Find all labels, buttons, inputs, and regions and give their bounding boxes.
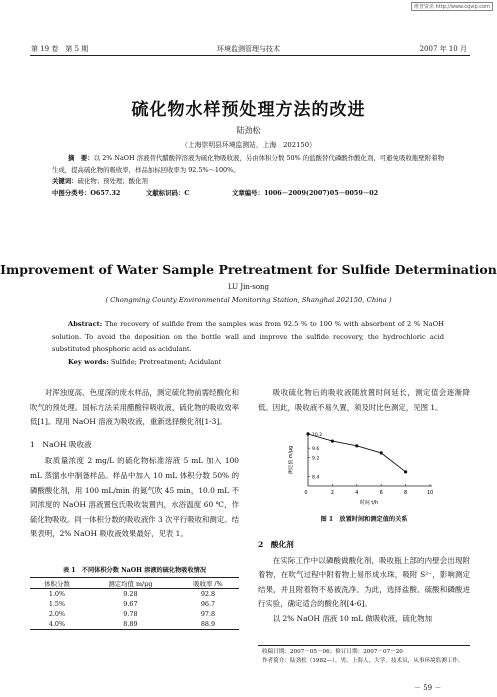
x-tick-label: 4	[355, 490, 359, 496]
table-cell: 9.28	[123, 590, 138, 598]
header-rule	[30, 55, 470, 56]
footnote	[262, 648, 468, 666]
footnote-bio: 作者简介：陆劲松（1982—），男，上海人，大学，技术员，从事环境监测工作。	[262, 658, 464, 664]
section-1-heading: 1 NaOH 吸收液	[30, 439, 92, 449]
header-journal: 环境监测管理与技术	[217, 45, 280, 53]
table-cell: 8.89	[123, 620, 138, 628]
data-point	[331, 439, 334, 442]
article-number: 文章编号：1006－2009(2007)05－0059－02	[232, 189, 379, 197]
section-1-text: 取质量浓度 2 mg/L 的硫化物标准溶液 5 mL 加入 100 mL 蒸馏水中制备样品。样品中加入 10 mL 体积分数 50% 的磷酸酸化剂，用 100 mL/min 的氮气吹 45 min，10.0 mL 不同浓度的 NaOH 溶液置包氏吸收装置内，水浴温度 60 ℃，作硫化物吸收。同一体积分数的吸收液作 3 次平行吸收和测定。结果表明，2% NaOH 吸收液效果最好，见表 1。	[30, 456, 239, 539]
keywords-en	[52, 357, 444, 369]
section-2-text: 在实际工作中以磷酸做酸化剂，吸收瓶上部的内壁会出现附着物，在吹气过程中附着物上易形成水珠，吸附 S²⁻，影响测定结果，并且附着物不易被洗净。为此，选择盐酸、硫酸和磷酸进行实验，确定适合的酸化剂[4-6]。	[258, 555, 470, 609]
right-column-section-2	[258, 538, 470, 627]
x-origin-label: 0	[304, 490, 308, 496]
figure-1-chart	[280, 428, 470, 508]
table-header-cell: 吸收率 /%	[193, 579, 223, 588]
classification-line	[52, 188, 444, 200]
footnote-rule	[258, 645, 470, 646]
article-title: 硫化物水样预处理方法的改进	[131, 100, 366, 120]
table-cell: 88.9	[200, 620, 216, 628]
table-1	[30, 577, 239, 630]
header-date: 2007 年 10 月	[419, 45, 467, 53]
y-axis-label: 测定值 m/μg	[289, 445, 294, 475]
x-tick-label: 6	[379, 490, 383, 496]
table-cell: 1.0%	[48, 590, 66, 598]
intro-paragraph: 对浑浊度高、色度深的废水样品，测定硫化物前需经酸化和吹气的预处理。国标方法采用醋酸锌吸收液，硫化物的吸收效率低[1]。现用 NaOH 溶液为吸收液，重新选择酸化剂[1-3]。	[30, 388, 239, 427]
author-en: LU Jin-song	[227, 283, 270, 291]
abstract-en-label: Abstract:	[68, 320, 103, 328]
table-cell: 4.0%	[48, 620, 66, 628]
footnote-received: 收稿日期：2007－05－06；修订日期：2007－07－20	[262, 649, 403, 655]
table-cell: 2.0%	[48, 610, 66, 618]
abstract-cn-text: 以 2% NaOH 溶液替代醋酸锌溶液为硫化物吸收液，另由体积分数 50% 的盐酸替代磷酸作酸化剂，可避免吸收瓶壁附着物生成，提高硫化物的吸收率，样品加标回收率为 92.5%～100%。	[52, 154, 445, 174]
y-tick-label: 10.2	[312, 433, 323, 438]
keywords-en-label: Key words:	[68, 358, 109, 366]
page-number: － 59 －	[414, 684, 442, 692]
table-row	[30, 619, 239, 630]
clc-code: 中图分类号：O657.32	[52, 189, 121, 197]
article-title-en: Improvement of Water Sample Pretreatment for Sulfide Determination	[0, 262, 497, 277]
x-axis-label: 时间 t/h	[359, 500, 379, 506]
data-point	[306, 432, 309, 435]
section-2-heading: 2 酸化剂	[258, 540, 294, 549]
table-1-caption: 表 1 不同体积分数 NaOH 溶液的硫化物吸收情况	[62, 567, 207, 574]
keywords-cn-label: 关键词：	[52, 177, 78, 185]
data-point	[404, 470, 407, 473]
author: 陆劲松	[236, 126, 261, 135]
y-tick-label: 8.4	[312, 475, 320, 481]
y-tick-label: 9.2	[312, 456, 320, 462]
affiliation: （上海崇明县环境监测站，上海 202150）	[181, 141, 316, 149]
table-row	[30, 609, 239, 619]
storage-paragraph: 吸收硫化物后的吸收液随放置时间延长，测定值会逐渐降低。因此，吸收液不易久置，须及时比色测定，见图 1。	[258, 388, 470, 412]
y-tick-label: 9.6	[312, 447, 320, 453]
data-point	[380, 451, 383, 454]
table-cell: 97.8	[200, 610, 216, 618]
left-column	[30, 386, 239, 542]
data-line	[308, 434, 406, 472]
table-header-cell: 测定均值 m/μg	[108, 579, 153, 588]
table-cell: 92.8	[200, 590, 216, 598]
keywords-cn-text: 硫化物；预处理；酸化剂	[77, 177, 148, 185]
table-cell: 96.7	[200, 600, 216, 608]
header-volume: 第 19 卷 第 5 期	[31, 45, 89, 53]
table-cell: 9.67	[123, 600, 138, 608]
abstract-en-text: The recovery of sulfide from the samples was from 92.5 % to 100 % with absorbent of 2 % NaOH solution. To avoid the deposition on the bottle wall and improve the sulfide recovery, the hydrochloric acid substituted phosphoric acid as acidulant.	[52, 320, 444, 354]
data-point	[355, 444, 358, 447]
figure-1-caption: 图 1 放置时间和测定值的关系	[320, 516, 408, 523]
section-2-continued: 以 2% NaOH 溶液 10 mL 做吸收液，硫化物加	[272, 613, 433, 623]
abstract-cn-label: 摘 要：	[68, 154, 94, 162]
x-tick-label: 10	[426, 490, 434, 496]
abstract-en	[52, 318, 444, 356]
x-tick-label: 8	[404, 490, 408, 496]
right-column-intro	[258, 386, 470, 415]
watermark: 维普资讯 http://www.cqvip.com	[411, 2, 493, 11]
table-header-cell: 体积分数	[44, 579, 70, 588]
affiliation-en: ( Chongming County Environmental Monitoring Station, Shanghai 202150, China )	[105, 296, 392, 304]
x-tick-label: 2	[330, 490, 334, 496]
table-row	[30, 589, 239, 600]
table-row	[30, 599, 239, 609]
abstract-cn	[52, 153, 444, 176]
table-cell: 9.78	[123, 610, 138, 618]
table-header-row	[30, 578, 239, 589]
table-cell: 1.5%	[48, 600, 66, 608]
doc-code: 文献标识码：C	[146, 189, 190, 197]
keywords-cn	[52, 176, 444, 188]
keywords-en-text: Sulfide; Pretreatment; Acidulant	[108, 358, 222, 366]
